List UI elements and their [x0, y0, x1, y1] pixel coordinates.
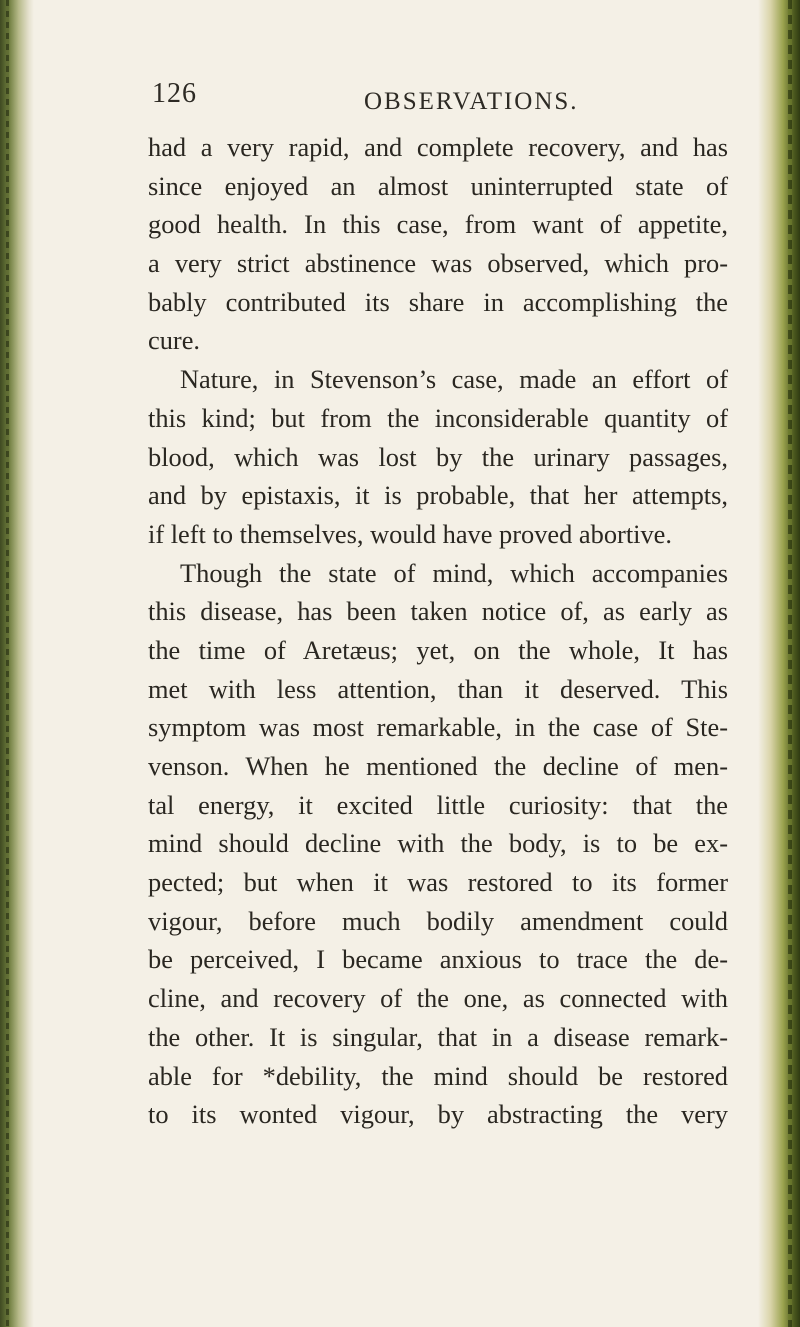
text-line: had a very rapid, and complete recovery, and has [148, 132, 728, 162]
text-line: and by epistaxis, it is probable, that her attempts, [148, 480, 728, 511]
text-line: mind should decline with the body, is to be ex- [148, 828, 728, 859]
text-line: the other. It is singular, that in a disease remark- [148, 1021, 728, 1052]
text-line: this kind; but from the inconsiderable quantity of [148, 402, 728, 433]
text-line: to its wonted vigour, by abstracting the very [148, 1099, 728, 1130]
text-line: since enjoyed an almost uninterrupted state of [148, 170, 728, 201]
text-line: vigour, before much bodily amendment could [148, 905, 728, 936]
text-line: cline, and recovery of the one, as connected with [148, 983, 728, 1014]
text-line: be perceived, I became anxious to trace the de- [148, 944, 728, 975]
left-page-edge [0, 0, 34, 1327]
body-text [148, 128, 728, 1134]
text-line: venson. When he mentioned the decline of men- [148, 751, 728, 781]
text-line: met with less attention, than it deserved. This [148, 673, 728, 704]
text-line: bably contributed its share in accomplishing the [148, 286, 728, 317]
text-line: able for *debility, the mind should be restored [148, 1060, 728, 1091]
text-line: cure. [148, 325, 201, 356]
text-line: Nature, in Stevenson’s case, made an effort of [180, 364, 728, 395]
text-line: Though the state of mind, which accompanies [180, 557, 728, 588]
text-line: symptom was most remarkable, in the case of Ste- [148, 712, 728, 743]
text-line: pected; but when it was restored to its former [148, 867, 728, 898]
text-line: this disease, has been taken notice of, as early as [148, 596, 728, 627]
right-page-edge [758, 0, 800, 1327]
text-line: blood, which was lost by the urinary passages, [148, 441, 728, 472]
text-line: tal energy, it excited little curiosity: that the [148, 789, 728, 820]
text-line: a very strict abstinence was observed, which pro- [148, 248, 728, 279]
text-line: if left to themselves, would have proved abortive. [148, 518, 672, 549]
text-line: good health. In this case, from want of appetite, [148, 209, 728, 240]
running-head: OBSERVATIONS. [364, 88, 579, 115]
page-number: 126 [152, 78, 197, 109]
page-header [152, 78, 732, 118]
text-line: the time of Aretæus; yet, on the whole, It has [148, 634, 728, 665]
